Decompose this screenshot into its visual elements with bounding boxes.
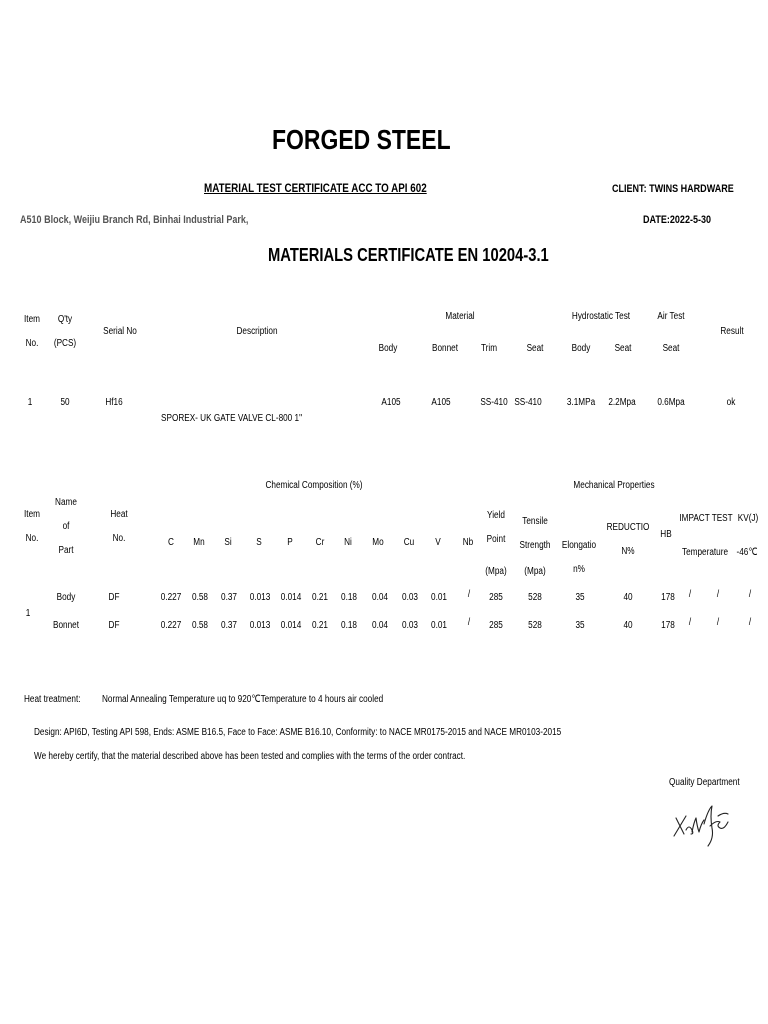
col-description: Description <box>236 326 278 337</box>
col-qty: Q'ty <box>57 314 73 325</box>
cell-cr: 0.21 <box>312 620 328 631</box>
col-name-part: Part <box>58 545 74 556</box>
col-tensile: Tensile <box>522 516 548 527</box>
col-cu: Cu <box>403 537 415 548</box>
chemical-composition-title: Chemical Composition (%) <box>265 480 363 491</box>
cell-bonnet: A105 <box>431 397 451 408</box>
heat-treatment-text: Normal Annealing Temperature uq to 920℃Temperature to 4 hours air cooled <box>102 694 384 705</box>
col-item-no: No. <box>25 338 39 349</box>
certification-statement: We hereby certify, that the material described above has been tested and complies with the terms of the order contract. <box>34 751 466 762</box>
cell-hydro-seat: 2.2Mpa <box>608 397 636 408</box>
col-bonnet: Bonnet <box>432 343 458 354</box>
cell-si: 0.37 <box>221 620 237 631</box>
cell-qty: 50 <box>60 397 70 408</box>
cell-c: 0.227 <box>160 592 182 603</box>
col-body: Body <box>378 343 398 354</box>
cell-part: Bonnet <box>53 620 79 631</box>
col-result: Result <box>720 326 744 337</box>
cell-reduction: 40 <box>623 592 633 603</box>
col-yield: Yield <box>487 510 505 521</box>
client-name: CLIENT: TWINS HARDWARE <box>612 183 734 195</box>
cell-v: 0.01 <box>431 592 447 603</box>
cell-heat: DF <box>108 620 120 631</box>
col-hydro-seat: Seat <box>614 343 632 354</box>
document-title: FORGED STEEL <box>272 124 451 155</box>
cell-hb: 178 <box>661 592 675 603</box>
col-hydrostatic: Hydrostatic Test <box>571 311 631 322</box>
col-v: V <box>435 537 441 548</box>
cell-tensile: 528 <box>528 620 542 631</box>
cell-impact-3: / <box>748 617 752 628</box>
col-ni: Ni <box>344 537 352 548</box>
cell-trim: SS-410 <box>480 397 508 408</box>
col-cr: Cr <box>315 537 325 548</box>
cell-nb: / <box>467 589 471 600</box>
cell-impact-2: / <box>716 617 720 628</box>
address: A510 Block, Weijiu Branch Rd, Binhai Industrial Park, <box>20 214 249 226</box>
cell-impact-1: / <box>688 617 692 628</box>
signature <box>668 796 734 850</box>
col-s: S <box>256 537 262 548</box>
cell-hb: 178 <box>661 620 675 631</box>
cell-item-no: 1 <box>25 608 31 619</box>
cell-p: 0.014 <box>280 592 302 603</box>
cell-serial: Hf16 <box>105 397 123 408</box>
cell-mo: 0.04 <box>372 592 388 603</box>
col-yield-point: Point <box>486 534 506 545</box>
col-c: C <box>168 537 174 548</box>
cell-cu: 0.03 <box>402 592 418 603</box>
col-elongation-unit: n% <box>573 564 585 575</box>
cell-elongation: 35 <box>575 592 585 603</box>
cell-yield: 285 <box>489 620 503 631</box>
cell-hydro-body: 3.1MPa <box>566 397 596 408</box>
cell-ni: 0.18 <box>341 620 357 631</box>
col-mo: Mo <box>372 537 384 548</box>
col-temperature-value: -46℃ <box>736 547 758 558</box>
cell-cr: 0.21 <box>312 592 328 603</box>
cell-reduction: 40 <box>623 620 633 631</box>
cell-seat: SS-410 <box>514 397 542 408</box>
col-hb: HB <box>660 529 672 540</box>
cell-s: 0.013 <box>249 592 271 603</box>
col-nb: Nb <box>462 537 474 548</box>
col-si: Si <box>224 537 232 548</box>
col-tensile-strength: Strength <box>519 540 551 551</box>
certificate-standard-title: MATERIALS CERTIFICATE EN 10204-3.1 <box>268 245 549 265</box>
cell-air-seat: 0.6Mpa <box>657 397 685 408</box>
cell-impact-2: / <box>716 589 720 600</box>
col-kv: KV(J) <box>737 513 759 524</box>
col-qty-unit: (PCS) <box>53 338 77 349</box>
col-item: Item <box>24 509 40 520</box>
cell-impact-3: / <box>748 589 752 600</box>
col-hydro-body: Body <box>571 343 591 354</box>
cell-mn: 0.58 <box>192 592 208 603</box>
mechanical-properties-title: Mechanical Properties <box>573 480 655 491</box>
cell-description: SPOREX- UK GATE VALVE CL-800 1" <box>161 413 303 424</box>
certificate-subtitle: MATERIAL TEST CERTIFICATE ACC TO API 602 <box>204 181 427 195</box>
cell-item: 1 <box>27 397 33 408</box>
col-material: Material <box>445 311 475 322</box>
col-yield-unit: (Mpa) <box>485 566 507 577</box>
cell-cu: 0.03 <box>402 620 418 631</box>
cell-impact-1: / <box>688 589 692 600</box>
cell-mo: 0.04 <box>372 620 388 631</box>
document-date: DATE:2022-5-30 <box>643 214 712 226</box>
col-air-seat: Seat <box>662 343 680 354</box>
col-heat: Heat <box>110 509 128 520</box>
col-heat-no: No. <box>112 533 126 544</box>
cell-elongation: 35 <box>575 620 585 631</box>
col-elongation: Elongatio <box>561 540 597 551</box>
col-name-of: of <box>62 521 70 532</box>
cell-yield: 285 <box>489 592 503 603</box>
col-tensile-unit: (Mpa) <box>524 566 546 577</box>
col-item: Item <box>24 314 40 325</box>
cell-body: A105 <box>381 397 401 408</box>
col-trim: Trim <box>480 343 498 354</box>
cell-si: 0.37 <box>221 592 237 603</box>
quality-department-label: Quality Department <box>669 777 740 788</box>
cell-result: ok <box>726 397 736 408</box>
col-temperature: Temperature <box>681 547 729 558</box>
cell-s: 0.013 <box>249 620 271 631</box>
col-p: P <box>287 537 293 548</box>
cell-c: 0.227 <box>160 620 182 631</box>
cell-heat: DF <box>108 592 120 603</box>
col-name: Name <box>55 497 77 508</box>
cell-ni: 0.18 <box>341 592 357 603</box>
cell-p: 0.014 <box>280 620 302 631</box>
cell-nb: / <box>467 617 471 628</box>
col-impact-test: IMPACT TEST <box>679 513 733 524</box>
cell-v: 0.01 <box>431 620 447 631</box>
cell-part: Body <box>56 592 76 603</box>
cell-mn: 0.58 <box>192 620 208 631</box>
heat-treatment-label: Heat treatment: <box>24 694 81 705</box>
col-seat: Seat <box>526 343 544 354</box>
col-reduction: REDUCTIO <box>606 522 650 533</box>
col-serial: Serial No <box>103 326 137 337</box>
col-reduction-unit: N% <box>621 546 635 557</box>
col-air-test: Air Test <box>657 311 685 322</box>
design-standards: Design: API6D, Testing API 598, Ends: ASME B16.5, Face to Face: ASME B16.10, Conformity: to NACE MR0175-2015 and NACE MR0103-2015 <box>34 727 562 738</box>
col-mn: Mn <box>193 537 205 548</box>
cell-tensile: 528 <box>528 592 542 603</box>
col-item-no: No. <box>25 533 39 544</box>
